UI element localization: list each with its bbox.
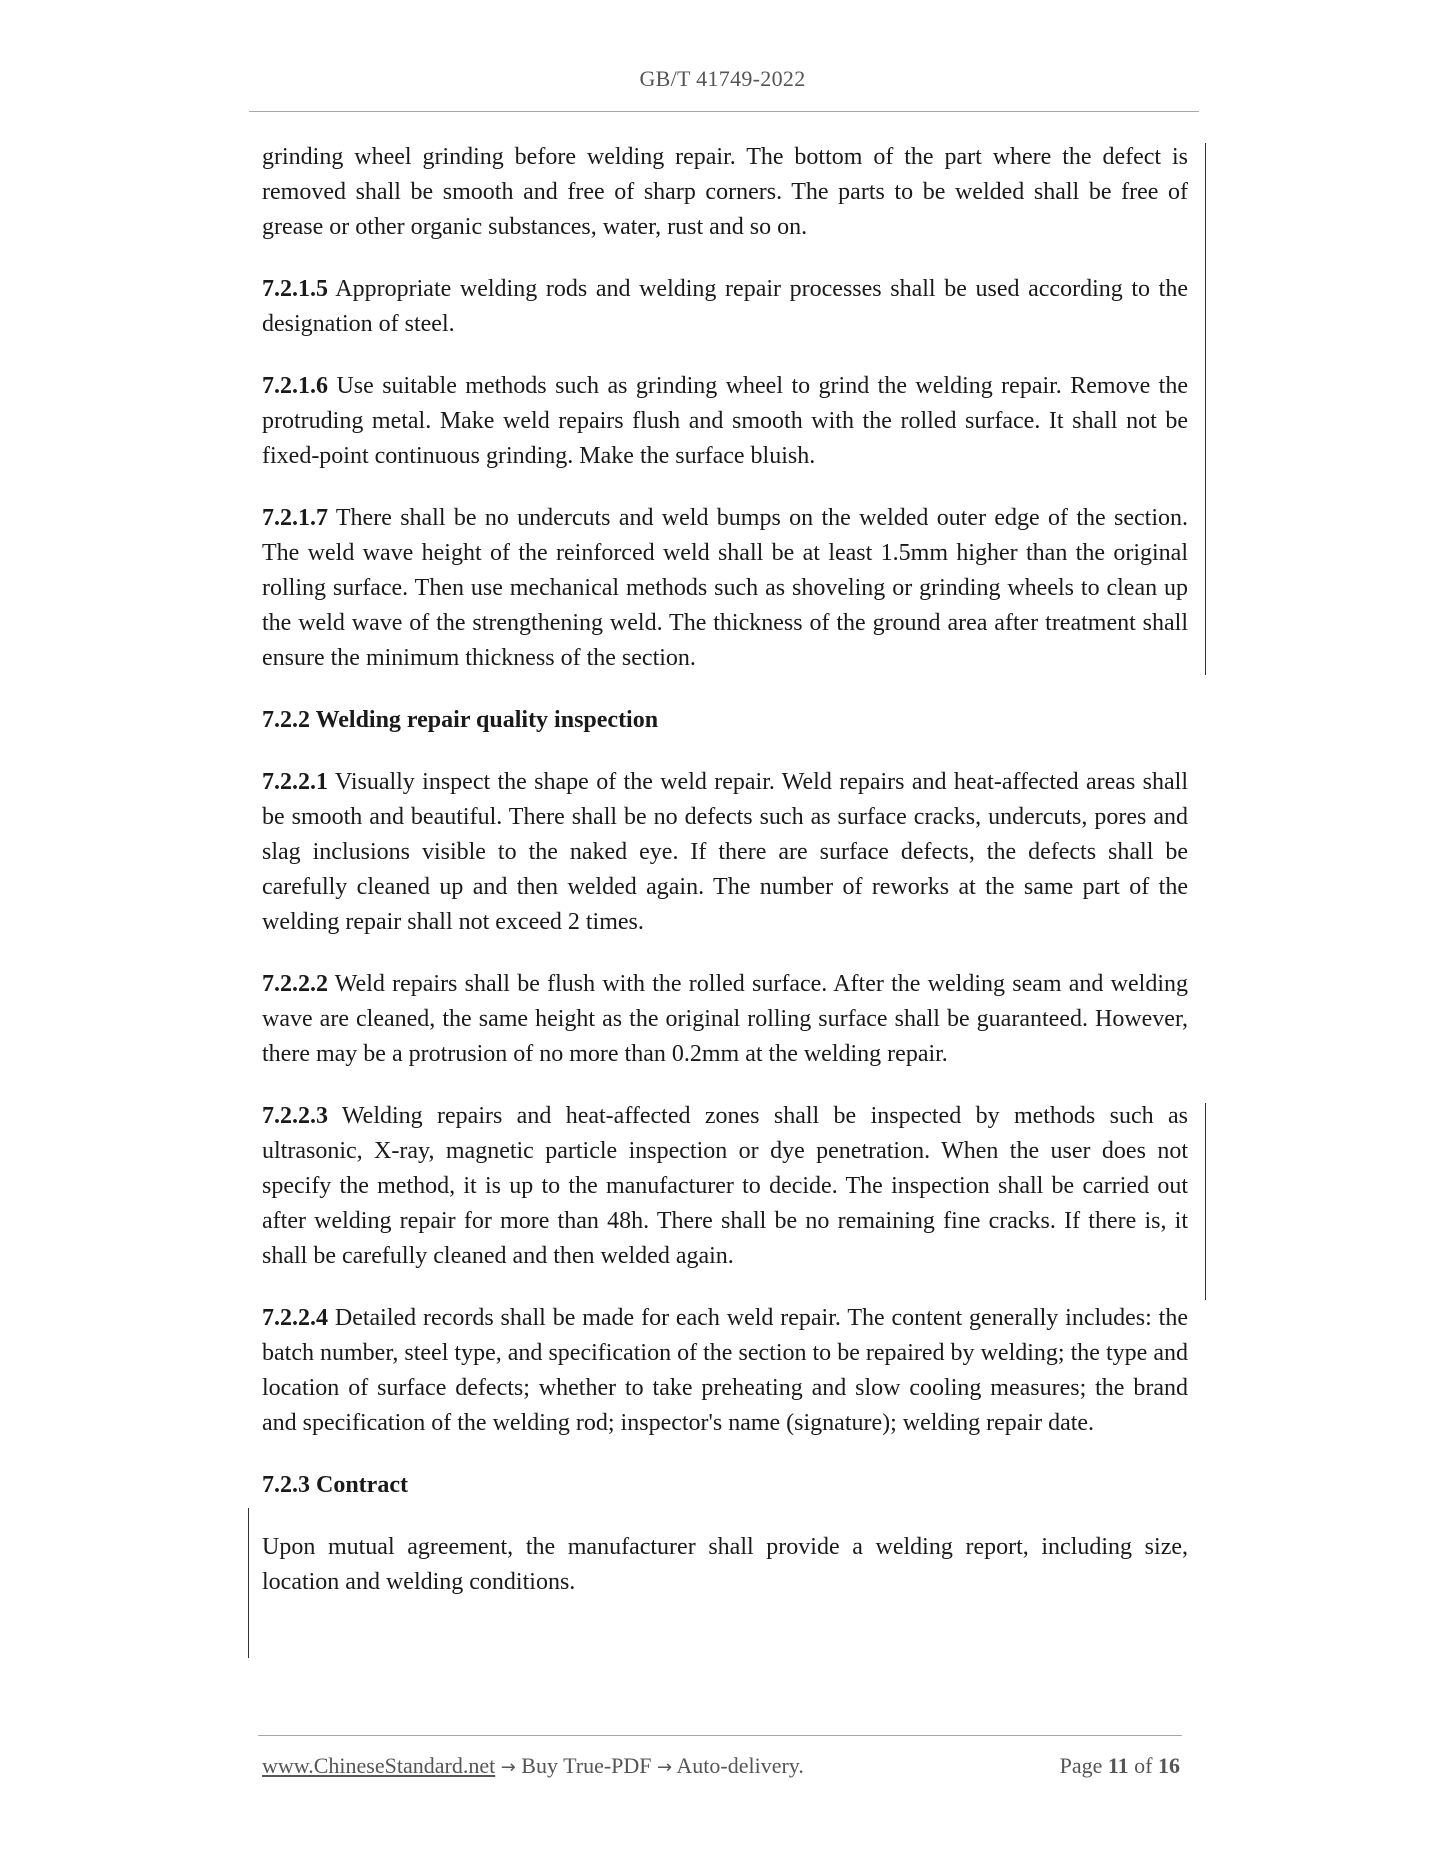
- clause-7-2-2-2: [262, 967, 1188, 1072]
- of-label: of: [1134, 1753, 1153, 1778]
- clause-text: Visually inspect the shape of the weld repair. Weld repairs and heat-affected areas shall be smooth and beautiful. There shall be no defects such as surface cracks, undercuts, pores and slag inclusions visible to the naked eye. If there are surface defects, the defects shall be carefully cleaned up and then welded again. The number of reworks at the same part of the welding repair shall not exceed 2 times.: [262, 769, 1188, 935]
- section-heading-7-2-3: 7.2.3 Contract: [262, 1472, 408, 1498]
- change-bar-right-top: [1205, 143, 1206, 675]
- clause-7-2-2-4: [262, 1301, 1188, 1441]
- clause-number: 7.2.2.4: [262, 1305, 328, 1331]
- clause-7-2-1-6: [262, 369, 1188, 474]
- clause-number: 7.2.1.7: [262, 505, 328, 531]
- clause-7-2-1-7: [262, 501, 1188, 676]
- buy-text: Buy True-PDF: [515, 1753, 658, 1778]
- clause-7-2-2-3: [262, 1099, 1188, 1274]
- clause-text: Weld repairs shall be flush with the rolled surface. After the welding seam and welding wave are cleaned, the same height as the original rolling surface shall be guaranteed. However, there may be a protrusion of no more than 0.2mm at the welding repair.: [262, 971, 1188, 1067]
- clause-text: There shall be no undercuts and weld bumps on the welded outer edge of the section. The weld wave height of the reinforced weld shall be at least 1.5mm higher than the original rolling surface. Then use mechanical methods such as shoveling or grinding wheels to clean up the weld wave of the strengthening weld. The thickness of the ground area after treatment shall ensure the minimum thickness of the section.: [262, 505, 1188, 671]
- website-link[interactable]: www.ChineseStandard.net: [262, 1753, 496, 1778]
- footer-divider: [258, 1735, 1182, 1736]
- change-bar-right-middle: [1205, 1103, 1206, 1300]
- paragraph-continuation: [262, 140, 1188, 245]
- paragraph-text: grinding wheel grinding before welding repair. The bottom of the part where the defect is removed shall be smooth and free of sharp corners. The parts to be welded shall be free of grease or other organic substances, water, rust and so on.: [262, 144, 1188, 240]
- section-heading-7-2-2: 7.2.2 Welding repair quality inspection: [262, 707, 659, 733]
- paragraph-text: Upon mutual agreement, the manufacturer shall provide a welding report, including size, location and welding conditions.: [262, 1534, 1188, 1595]
- clause-number: 7.2.2.3: [262, 1103, 328, 1129]
- clause-text: Appropriate welding rods and welding repair processes shall be used according to the designation of steel.: [262, 276, 1188, 337]
- arrow-right-icon: →: [500, 1757, 516, 1778]
- contract-paragraph: [262, 1530, 1188, 1600]
- delivery-text: Auto-delivery.: [672, 1753, 804, 1778]
- change-bar-left-bottom: [248, 1508, 249, 1658]
- clause-number: 7.2.1.5: [262, 276, 328, 302]
- arrow-right-icon: →: [657, 1757, 673, 1778]
- current-page: 11: [1107, 1753, 1129, 1778]
- page-label: Page: [1059, 1753, 1103, 1778]
- clause-7-2-2-1: [262, 765, 1188, 940]
- footer-promo: [262, 1753, 804, 1779]
- clause-number: 7.2.1.6: [262, 373, 328, 399]
- clause-7-2-1-5: [262, 272, 1188, 342]
- header-divider: [249, 111, 1199, 112]
- clause-text: Detailed records shall be made for each weld repair. The content generally includes: the batch number, steel type, and specification of the section to be repaired by welding; the type and location of surface defects; whether to take preheating and slow cooling measures; the brand and specification of the welding rod; inspector's name (signature); welding repair date.: [262, 1305, 1188, 1436]
- clause-text: Use suitable methods such as grinding wheel to grind the welding repair. Remove the protruding metal. Make weld repairs flush and smooth with the rolled surface. It shall not be fixed-point continuous grinding. Make the surface bluish.: [262, 373, 1188, 469]
- clause-text: Welding repairs and heat-affected zones shall be inspected by methods such as ultrasonic, X-ray, magnetic particle inspection or dye penetration. When the user does not specify the method, it is up to the manufacturer to decide. The inspection shall be carried out after welding repair for more than 48h. There shall be no remaining fine cracks. If there is, it shall be carefully cleaned and then welded again.: [262, 1103, 1188, 1269]
- page-header: GB/T 41749-2022: [639, 66, 806, 91]
- page-number: [1060, 1753, 1180, 1779]
- clause-number: 7.2.2.2: [262, 971, 328, 997]
- total-pages: 16: [1158, 1753, 1180, 1778]
- clause-number: 7.2.2.1: [262, 769, 328, 795]
- document-body: [262, 140, 1188, 1627]
